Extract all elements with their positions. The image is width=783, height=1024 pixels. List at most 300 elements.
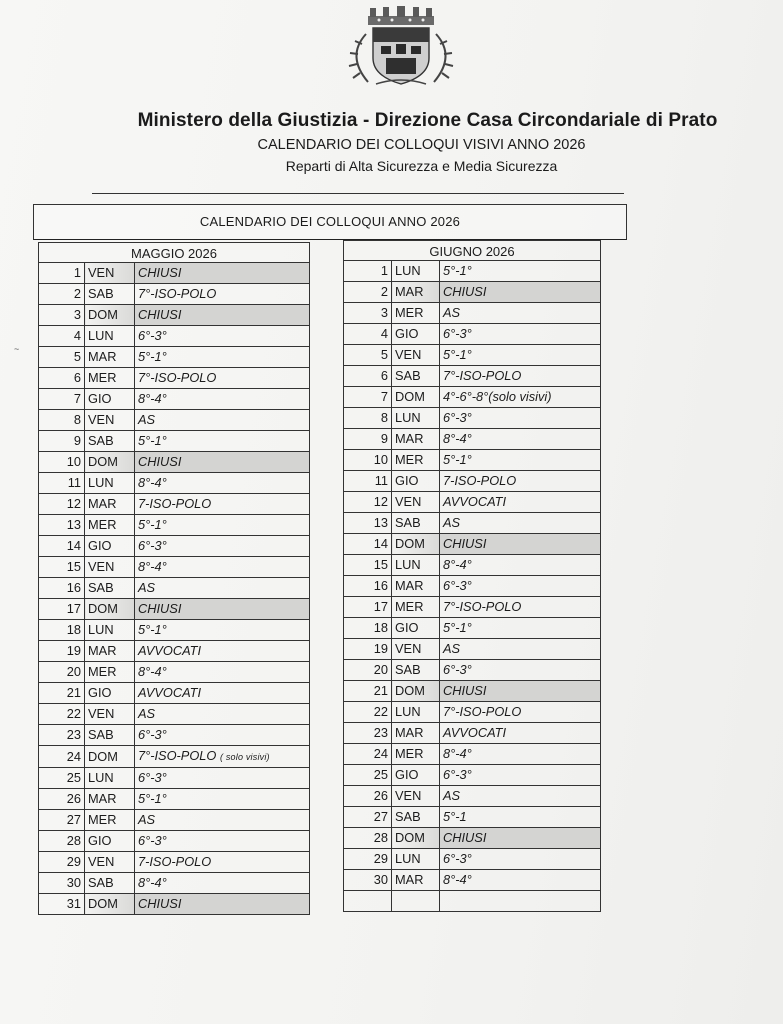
day-number-text: 7 xyxy=(380,389,388,404)
day-number-text: 25 xyxy=(66,770,81,785)
weekday-text: GIO xyxy=(88,538,112,553)
weekday xyxy=(85,789,135,810)
weekday-text: LUN xyxy=(395,263,421,278)
visit-group-text: 5°-1° xyxy=(443,347,472,362)
weekday-text: DOM xyxy=(88,896,118,911)
day-number xyxy=(344,807,392,828)
weekday-text: LUN xyxy=(88,622,114,637)
weekday-text: SAB xyxy=(395,368,421,383)
visit-group xyxy=(135,284,310,305)
visit-group-text: 8°-4° xyxy=(443,431,472,446)
calendar-row xyxy=(39,789,310,810)
visit-group-text: 5°-1° xyxy=(443,452,472,467)
visit-group xyxy=(135,305,310,326)
visit-group xyxy=(440,744,601,765)
weekday-text: MER xyxy=(395,305,424,320)
calendar-row xyxy=(344,261,601,282)
weekday xyxy=(85,873,135,894)
visit-group xyxy=(135,894,310,915)
weekday-text: MER xyxy=(88,370,117,385)
weekday-text: SAB xyxy=(88,727,114,742)
calendar-row xyxy=(39,831,310,852)
visit-group xyxy=(440,849,601,870)
weekday-text: VEN xyxy=(395,788,422,803)
weekday-text: SAB xyxy=(88,286,114,301)
weekday xyxy=(85,557,135,578)
visit-group xyxy=(440,618,601,639)
calendar-row xyxy=(344,324,601,345)
day-number xyxy=(39,305,85,326)
day-number-text: 27 xyxy=(66,812,81,827)
weekday xyxy=(85,431,135,452)
weekday xyxy=(85,284,135,305)
visit-group-text: AVVOCATI xyxy=(138,643,202,658)
day-number xyxy=(344,828,392,849)
weekday-text: MER xyxy=(88,664,117,679)
day-number-text: 26 xyxy=(373,788,388,803)
day-number xyxy=(344,639,392,660)
calendar-row xyxy=(39,431,310,452)
june-title: GIUGNO 2026 xyxy=(343,240,601,260)
calendar-banner: CALENDARIO DEI COLLOQUI ANNO 2026 xyxy=(33,204,627,240)
day-number-text: 18 xyxy=(373,620,388,635)
visit-group xyxy=(135,683,310,704)
day-number xyxy=(39,452,85,473)
weekday-text: LUN xyxy=(88,328,114,343)
divider xyxy=(92,193,624,194)
day-number xyxy=(344,618,392,639)
weekday-text: VEN xyxy=(88,559,115,574)
visit-group-text: 7°-ISO-POLO xyxy=(138,286,217,301)
visit-group-text: 8°-4° xyxy=(138,559,167,574)
day-number-text: 4 xyxy=(73,328,81,343)
weekday-text: MER xyxy=(395,452,424,467)
day-number xyxy=(344,387,392,408)
crown-icon xyxy=(368,6,434,25)
day-number xyxy=(39,494,85,515)
day-number xyxy=(344,576,392,597)
calendar-subtitle: CALENDARIO DEI COLLOQUI VISIVI ANNO 2026 xyxy=(257,137,586,153)
day-number-text: 3 xyxy=(380,305,388,320)
calendar-row xyxy=(39,810,310,831)
day-number-text: 29 xyxy=(66,854,81,869)
visit-group-text: CHIUSI xyxy=(443,683,487,698)
visit-group-text: AVVOCATI xyxy=(443,494,507,509)
weekday-text: LUN xyxy=(395,410,421,425)
visit-group-text: 8°-4° xyxy=(138,391,167,406)
day-number-text: 28 xyxy=(66,833,81,848)
day-number xyxy=(39,725,85,746)
day-number xyxy=(344,891,392,912)
weekday-text: MER xyxy=(88,812,117,827)
visit-group-text: CHIUSI xyxy=(443,830,487,845)
day-number xyxy=(39,368,85,389)
visit-group xyxy=(440,807,601,828)
weekday-text: DOM xyxy=(395,830,425,845)
day-number-text: 1 xyxy=(380,263,388,278)
day-number-text: 19 xyxy=(66,643,81,658)
visit-group xyxy=(135,704,310,725)
visit-group xyxy=(135,368,310,389)
weekday-text: DOM xyxy=(88,601,118,616)
visit-group xyxy=(135,873,310,894)
visit-group xyxy=(440,324,601,345)
day-number-text: 30 xyxy=(373,872,388,887)
visit-group-text: 6°-3° xyxy=(443,851,472,866)
visit-group xyxy=(440,828,601,849)
visit-group xyxy=(135,831,310,852)
visit-group-text: 6°-3° xyxy=(443,767,472,782)
calendar-row xyxy=(39,599,310,620)
visit-group xyxy=(135,810,310,831)
weekday xyxy=(85,263,135,284)
weekday xyxy=(392,261,440,282)
visit-group-text: 6°-3° xyxy=(138,770,167,785)
calendar-row xyxy=(39,326,310,347)
day-number xyxy=(39,431,85,452)
calendar-row xyxy=(344,618,601,639)
visit-group xyxy=(440,723,601,744)
visit-group xyxy=(135,410,310,431)
visit-group-text: AS xyxy=(443,788,461,803)
calendar-row xyxy=(39,768,310,789)
day-number-text: 14 xyxy=(66,538,81,553)
visit-group-text: 5°-1° xyxy=(138,791,167,806)
weekday xyxy=(392,429,440,450)
day-number-text: 20 xyxy=(66,664,81,679)
day-number-text: 30 xyxy=(66,875,81,890)
day-number xyxy=(344,450,392,471)
weekday-text: GIO xyxy=(88,391,112,406)
day-number xyxy=(344,429,392,450)
day-number xyxy=(344,366,392,387)
calendar-row xyxy=(39,473,310,494)
day-number-text: 17 xyxy=(66,601,81,616)
calendar-row xyxy=(39,536,310,557)
weekday xyxy=(392,639,440,660)
weekday xyxy=(392,366,440,387)
weekday xyxy=(85,515,135,536)
visit-group-text: 4°-6°-8°(solo visivi) xyxy=(443,389,552,404)
weekday-text: DOM xyxy=(88,307,118,322)
visit-group-text: CHIUSI xyxy=(138,601,182,616)
visit-group-text: 5°-1 xyxy=(443,809,467,824)
day-number xyxy=(344,702,392,723)
visit-group-text: 7°-ISO-POLO xyxy=(138,370,217,385)
margin-mark: ~ xyxy=(14,344,20,354)
weekday-text: MAR xyxy=(395,431,424,446)
day-number xyxy=(344,324,392,345)
day-number xyxy=(344,408,392,429)
day-number xyxy=(344,492,392,513)
weekday-text: MAR xyxy=(395,872,424,887)
visit-group xyxy=(135,641,310,662)
day-number-text: 16 xyxy=(66,580,81,595)
day-number xyxy=(344,261,392,282)
weekday-text: MAR xyxy=(88,643,117,658)
visit-group-text: 8°-4° xyxy=(138,664,167,679)
day-number-text: 5 xyxy=(380,347,388,362)
visit-group-text: 8°-4° xyxy=(443,746,472,761)
visit-group xyxy=(440,576,601,597)
day-number xyxy=(344,765,392,786)
weekday-text: VEN xyxy=(88,412,115,427)
calendar-row xyxy=(344,387,601,408)
calendar-row xyxy=(39,263,310,284)
day-number-text: 23 xyxy=(373,725,388,740)
day-number xyxy=(39,768,85,789)
day-number-text: 11 xyxy=(67,475,81,490)
visit-group xyxy=(135,557,310,578)
visit-group xyxy=(135,789,310,810)
weekday-text: VEN xyxy=(395,347,422,362)
visit-group xyxy=(440,261,601,282)
day-number-text: 2 xyxy=(380,284,388,299)
weekday-text: MAR xyxy=(395,578,424,593)
weekday-text: DOM xyxy=(88,748,118,764)
visit-group xyxy=(440,471,601,492)
weekday xyxy=(392,597,440,618)
day-number xyxy=(39,410,85,431)
weekday xyxy=(85,683,135,704)
weekday-text: LUN xyxy=(88,475,114,490)
weekday xyxy=(85,852,135,873)
day-number-text: 26 xyxy=(66,791,81,806)
calendar-row xyxy=(39,852,310,873)
visit-group-text: 5°-1° xyxy=(443,620,472,635)
visit-group xyxy=(440,597,601,618)
visit-group-text: 5°-1° xyxy=(138,349,167,364)
day-number xyxy=(344,471,392,492)
calendar-row xyxy=(39,683,310,704)
day-number-text: 13 xyxy=(373,515,388,530)
weekday xyxy=(85,452,135,473)
weekday xyxy=(85,494,135,515)
day-number-text: 6 xyxy=(380,368,388,383)
weekday-text: DOM xyxy=(395,683,425,698)
visit-group-text: 8°-4° xyxy=(443,872,472,887)
day-number-text: 28 xyxy=(373,830,388,845)
day-number xyxy=(39,810,85,831)
shield-icon xyxy=(373,28,429,84)
day-number-text: 15 xyxy=(66,559,81,574)
weekday-text: MER xyxy=(395,599,424,614)
day-number xyxy=(39,746,85,768)
visit-group-text: AS xyxy=(138,706,156,721)
calendar-row xyxy=(39,515,310,536)
calendar-row xyxy=(344,513,601,534)
weekday xyxy=(392,807,440,828)
visit-group xyxy=(135,599,310,620)
weekday-text: VEN xyxy=(88,706,115,721)
day-number xyxy=(39,389,85,410)
day-number-text: 22 xyxy=(373,704,388,719)
weekday-text: SAB xyxy=(88,433,114,448)
day-number xyxy=(39,599,85,620)
weekday-text: GIO xyxy=(88,685,112,700)
weekday xyxy=(392,324,440,345)
calendar-row xyxy=(344,828,601,849)
visit-group-text: AVVOCATI xyxy=(443,725,507,740)
day-number xyxy=(39,789,85,810)
day-number xyxy=(344,660,392,681)
weekday xyxy=(85,810,135,831)
calendar-row xyxy=(344,303,601,324)
weekday xyxy=(85,641,135,662)
ministry-heading: Ministero della Giustizia - Direzione Casa Circondariale di Prato xyxy=(137,110,718,131)
visit-group-text: AS xyxy=(443,305,461,320)
day-number-text: 22 xyxy=(66,706,81,721)
visit-group-text: CHIUSI xyxy=(443,536,487,551)
weekday xyxy=(392,513,440,534)
calendar-row xyxy=(344,534,601,555)
weekday xyxy=(85,305,135,326)
visit-group xyxy=(135,326,310,347)
weekday xyxy=(85,768,135,789)
weekday-text: LUN xyxy=(395,704,421,719)
calendar-row xyxy=(39,284,310,305)
calendar-row xyxy=(344,492,601,513)
calendar-row xyxy=(39,641,310,662)
day-number-text: 2 xyxy=(73,286,81,301)
weekday-text: LUN xyxy=(88,770,114,785)
day-number-text: 10 xyxy=(373,452,388,467)
day-number-text: 9 xyxy=(73,433,81,448)
day-number xyxy=(344,303,392,324)
calendar-row xyxy=(39,894,310,915)
weekday xyxy=(392,765,440,786)
day-number-text: 21 xyxy=(373,683,388,698)
visit-group-text: 7-ISO-POLO xyxy=(138,854,212,869)
weekday xyxy=(392,660,440,681)
visit-note-extra: ( solo visivi) xyxy=(219,752,270,762)
weekday-text: SAB xyxy=(88,580,114,595)
weekday xyxy=(392,471,440,492)
visit-group-text: 5°-1° xyxy=(138,433,167,448)
weekday xyxy=(85,894,135,915)
day-number-text: 24 xyxy=(66,748,81,764)
weekday xyxy=(392,723,440,744)
day-number xyxy=(344,597,392,618)
day-number xyxy=(39,641,85,662)
weekday xyxy=(392,387,440,408)
weekday xyxy=(85,662,135,683)
calendar-row xyxy=(344,891,601,912)
day-number-text: 24 xyxy=(373,746,388,761)
weekday xyxy=(392,744,440,765)
day-number-text: 17 xyxy=(373,599,388,614)
may-table xyxy=(38,262,310,915)
visit-group xyxy=(440,282,601,303)
day-number xyxy=(344,870,392,891)
day-number-text: 9 xyxy=(380,431,388,446)
visit-group-text: AS xyxy=(138,412,156,427)
day-number xyxy=(344,513,392,534)
day-number xyxy=(344,681,392,702)
weekday xyxy=(85,410,135,431)
day-number-text: 6 xyxy=(73,370,81,385)
calendar-row xyxy=(39,620,310,641)
calendar-row xyxy=(344,576,601,597)
visit-group xyxy=(440,387,601,408)
day-number-text: 7 xyxy=(73,391,81,406)
day-number-text: 18 xyxy=(66,622,81,637)
calendar-row xyxy=(344,744,601,765)
visit-group-text: 7-ISO-POLO xyxy=(138,496,212,511)
day-number xyxy=(344,282,392,303)
weekday-text: GIO xyxy=(88,833,112,848)
weekday-text: SAB xyxy=(88,875,114,890)
calendar-row xyxy=(344,849,601,870)
visit-group xyxy=(135,473,310,494)
calendar-row xyxy=(344,723,601,744)
weekday-text: MAR xyxy=(395,725,424,740)
visit-group xyxy=(135,536,310,557)
weekday xyxy=(85,389,135,410)
calendar-row xyxy=(39,578,310,599)
day-number xyxy=(344,849,392,870)
weekday-text: SAB xyxy=(395,515,421,530)
day-number xyxy=(39,662,85,683)
weekday xyxy=(85,473,135,494)
calendar-row xyxy=(344,639,601,660)
weekday xyxy=(85,347,135,368)
visit-group xyxy=(440,681,601,702)
may-title: MAGGIO 2026 xyxy=(38,242,310,262)
visit-group xyxy=(440,639,601,660)
visit-group-text: 8°-4° xyxy=(443,557,472,572)
weekday xyxy=(392,555,440,576)
day-number xyxy=(39,557,85,578)
june-calendar xyxy=(343,240,601,912)
weekday xyxy=(392,681,440,702)
weekday-text: LUN xyxy=(395,557,421,572)
visit-group-text: 6°-3° xyxy=(443,326,472,341)
day-number xyxy=(39,473,85,494)
weekday xyxy=(392,702,440,723)
calendar-row xyxy=(39,389,310,410)
weekday-text: VEN xyxy=(395,641,422,656)
visit-group-text: 6°-3° xyxy=(443,578,472,593)
weekday xyxy=(392,618,440,639)
weekday xyxy=(85,746,135,768)
day-number xyxy=(39,578,85,599)
day-number xyxy=(344,786,392,807)
day-number xyxy=(39,873,85,894)
day-number xyxy=(344,555,392,576)
day-number xyxy=(39,515,85,536)
visit-group xyxy=(135,347,310,368)
weekday-text: DOM xyxy=(395,389,425,404)
visit-group xyxy=(135,725,310,746)
weekday xyxy=(85,704,135,725)
calendar-row xyxy=(39,746,310,768)
calendar-row xyxy=(39,368,310,389)
visit-group xyxy=(440,555,601,576)
visit-group xyxy=(440,408,601,429)
calendar-row xyxy=(344,471,601,492)
weekday xyxy=(392,492,440,513)
calendar-row xyxy=(344,450,601,471)
visit-group xyxy=(135,494,310,515)
weekday xyxy=(85,578,135,599)
weekday xyxy=(392,891,440,912)
visit-group-text: 6°-3° xyxy=(138,833,167,848)
weekday-text: LUN xyxy=(395,851,421,866)
weekday xyxy=(392,282,440,303)
coat-of-arms-emblem xyxy=(326,6,476,90)
day-number xyxy=(39,852,85,873)
